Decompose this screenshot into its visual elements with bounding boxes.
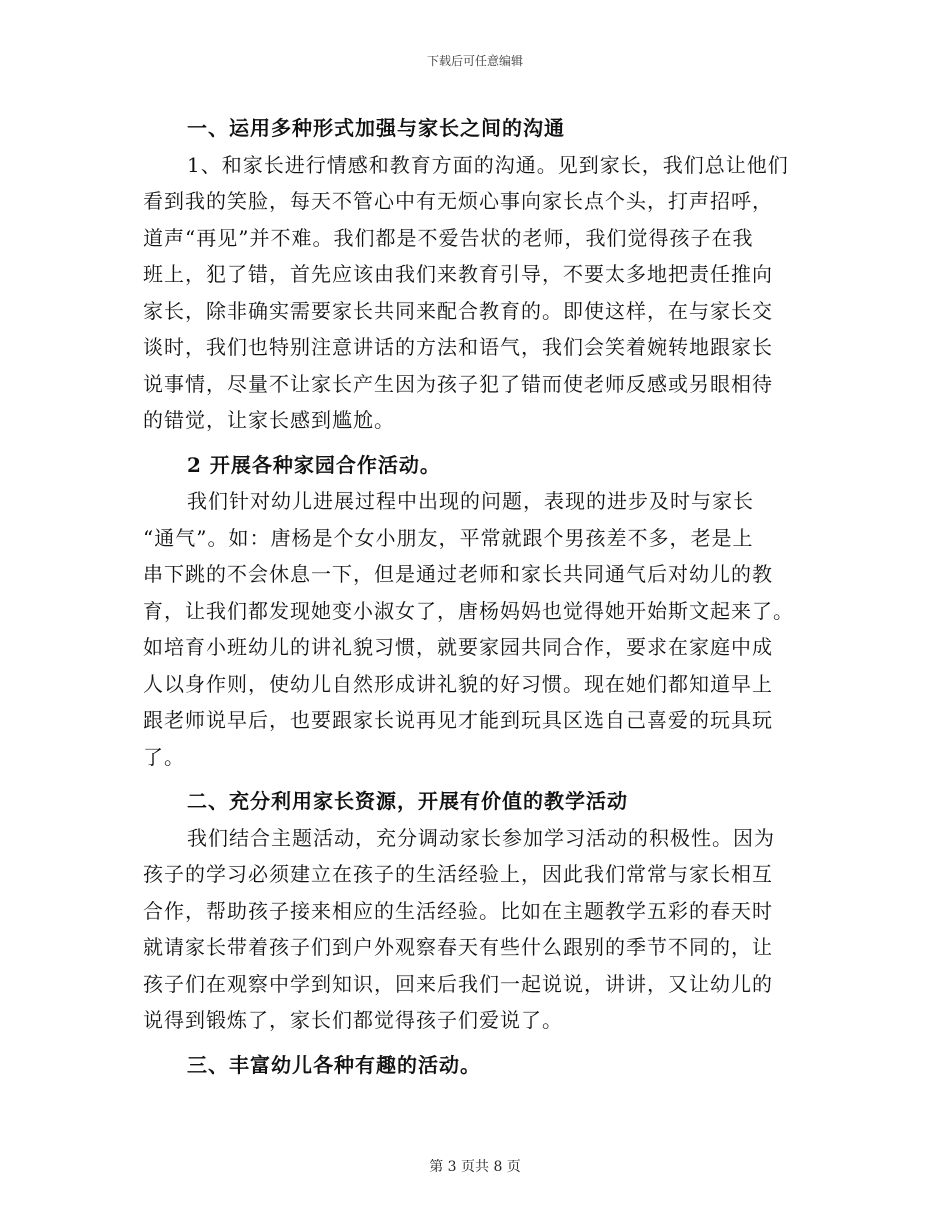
document-body bbox=[143, 110, 803, 1083]
paragraph-line: 说事情，尽量不让家长产生因为孩子犯了错而使老师反感或另眼相待 bbox=[143, 371, 773, 396]
paragraph-line: 串下跳的不会休息一下，但是通过老师和家长共同通气后对幼儿的教 bbox=[143, 562, 773, 586]
paragraph-line: 道声“再见”并不难。我们都是不爱告状的老师，我们觉得孩子在我 bbox=[143, 225, 754, 250]
paragraph-line: 班上，犯了错，首先应该由我们来教育引导，不要太多地把责任推向 bbox=[143, 262, 773, 286]
paragraph-line: 说得到锻炼了，家长们都觉得孩子们爱说了。 bbox=[143, 1008, 563, 1032]
paragraph-line: 谈时，我们也特别注意讲话的方法和语气，我们会笑着婉转地跟家长 bbox=[143, 335, 773, 359]
section1-heading: 一、运用多种形式加强与家长之间的沟通 bbox=[187, 116, 565, 140]
paragraph-line: 如培育小班幼儿的讲礼貌习惯，就要家园共同合作，要求在家庭中成 bbox=[143, 635, 773, 659]
paragraph-line: “通气”。如：唐杨是个女小朋友，平常就跟个男孩差不多，老是上 bbox=[143, 525, 754, 550]
paragraph-line: 我们结合主题活动，充分调动家长参加学习活动的积极性。因为 bbox=[187, 825, 775, 850]
paragraph-line: 家长，除非确实需要家长共同来配合教育的。即使这样，在与家长交 bbox=[143, 298, 773, 323]
paragraph-line: 看到我的笑脸，每天不管心中有无烦心事向家长点个头，打声招呼， bbox=[143, 189, 773, 213]
paragraph-line: 人以身作则，使幼儿自然形成讲礼貌的好习惯。现在她们都知道早上 bbox=[143, 671, 773, 696]
paragraph-line: 孩子的学习必须建立在孩子的生活经验上，因此我们常常与家长相互 bbox=[143, 862, 773, 886]
section1-subheading: 2 开展各种家园合作活动。 bbox=[187, 452, 441, 477]
page-footer: 第 3 页共 8 页 bbox=[429, 1159, 521, 1175]
paragraph-line: 的错觉，让家长感到尴尬。 bbox=[143, 408, 395, 432]
paragraph-line: 就请家长带着孩子们到户外观察春天有些什么跟别的季节不同的，让 bbox=[143, 935, 773, 959]
paragraph-line: 我们针对幼儿进展过程中出现的问题，表现的进步及时与家长 bbox=[187, 489, 754, 513]
paragraph-line: 1、和家长进行情感和教育方面的沟通。见到家长，我们总让他们 bbox=[187, 152, 789, 177]
paragraph-line: 孩子们在观察中学到知识，回来后我们一起说说，讲讲，又让幼儿的 bbox=[143, 971, 773, 996]
paragraph-line: 合作，帮助孩子接来相应的生活经验。比如在主题教学五彩的春天时 bbox=[143, 898, 773, 923]
section2-heading: 二、充分利用家长资源，开展有价值的教学活动 bbox=[187, 789, 628, 813]
paragraph-line: 了。 bbox=[143, 744, 185, 769]
paragraph-line: 育，让我们都发现她变小淑女了，唐杨妈妈也觉得她开始斯文起来了。 bbox=[143, 598, 794, 623]
paragraph-line: 跟老师说早后，也要跟家长说再见才能到玩具区选自己喜爱的玩具玩 bbox=[143, 708, 773, 732]
section3-heading: 三、丰富幼儿各种有趣的活动。 bbox=[187, 1052, 481, 1077]
page-header: 下载后可任意编辑 bbox=[426, 54, 523, 68]
